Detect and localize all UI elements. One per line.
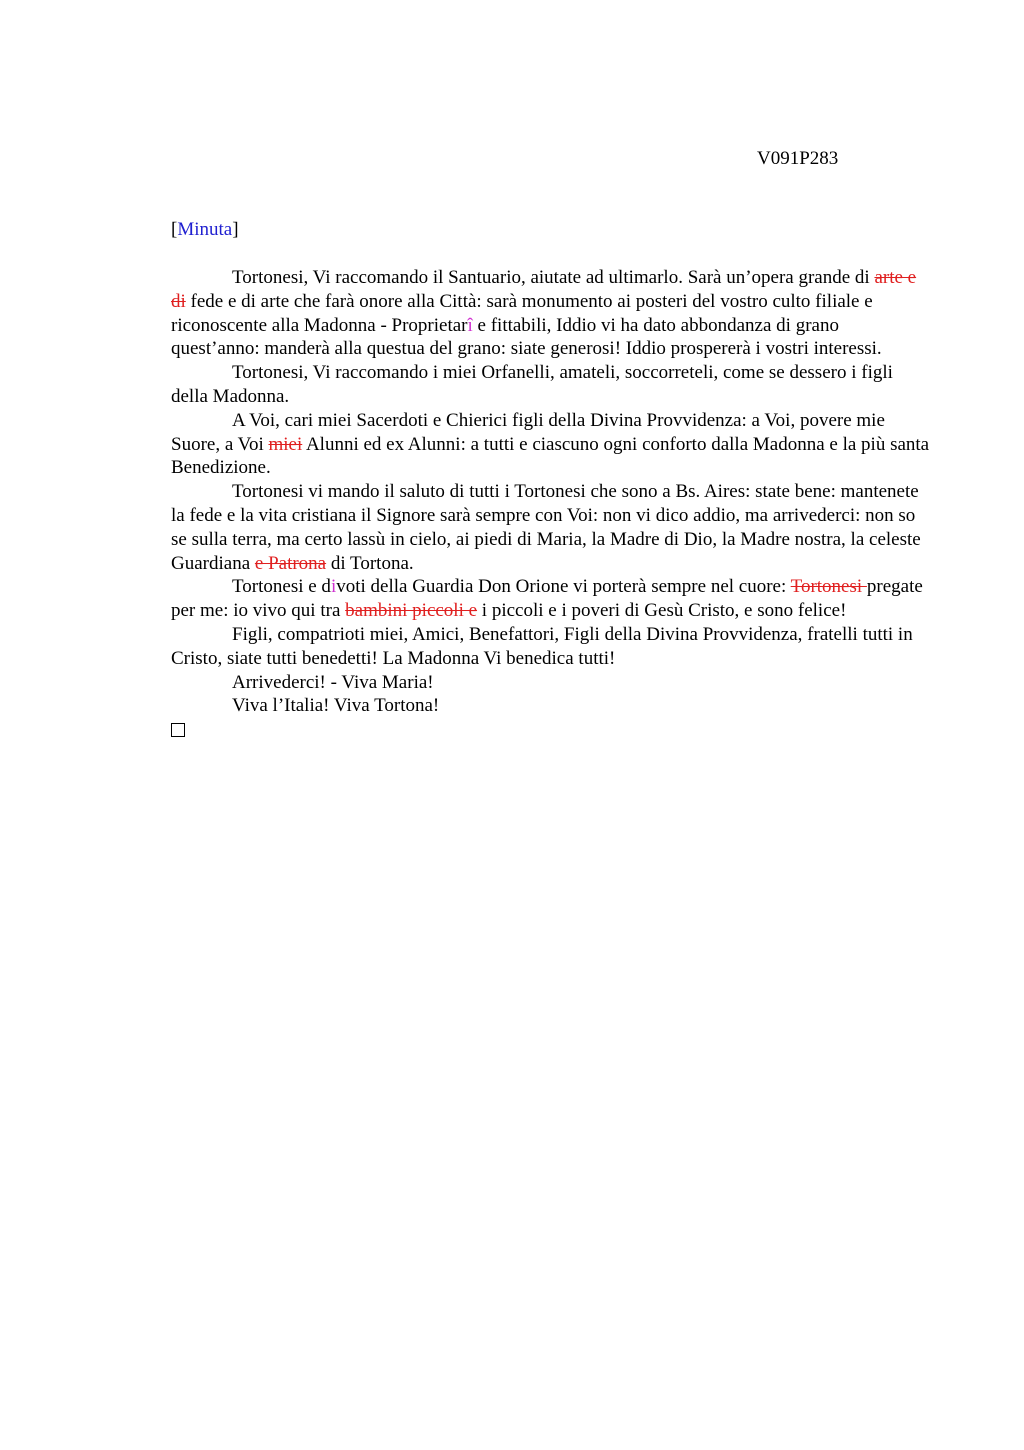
square-outline-icon (171, 723, 185, 737)
p5-insertion: i (330, 576, 337, 598)
p3-deletion: miei (268, 433, 303, 455)
p5-text-c: pregate per me: io vivo qui tra (171, 576, 923, 622)
letter-body (171, 266, 931, 744)
paragraph-saluto (171, 480, 931, 575)
document-id: V091P283 (757, 148, 839, 169)
p5-text-b: voti della Guardia Don Orione vi porterà sempre nel cuore: (336, 576, 791, 598)
paragraph-orfanelli: Tortonesi, Vi raccomando i miei Orfanelli, amateli, soccorreteli, come se dessero i figli della Madonna. (171, 362, 893, 407)
paragraph-arrivederci: Arrivederci! - Viva Maria! (232, 671, 434, 693)
p1-insertion: î (467, 314, 473, 336)
p1-text-b: fede e di arte che farà onore alla Città: sarà monumento ai posteri del vostro culto filiale e riconoscente alla Madonna - Proprietar (171, 290, 873, 336)
paragraph-viva: Viva l’Italia! Viva Tortona! (232, 695, 440, 717)
p1-deletion: arte e di (171, 267, 917, 312)
label-close-bracket: ] (232, 219, 239, 240)
p4-text-a: Tortonesi vi mando il saluto di tutti i Tortonesi che sono a Bs. Aires: state bene: mantenete la fede e la vita cristiana il Signore sarà sempre con Voi: non vi dico addio, ma arrivederci: non so se sulla terra, ma certo lassù in cielo, ai piedi di Maria, la Madre di Dio, la Madre nostra, la celeste Guardiana (171, 481, 921, 574)
p5-deletion-1: Tortonesi (790, 576, 867, 598)
p1-text-a: Tortonesi, Vi raccomando il Santuario, aiutate ad ultimarlo. Sarà un’opera grande di (232, 267, 875, 288)
p4-text-b: di Tortona. (326, 552, 414, 574)
p3-text-b: Alunni ed ex Alunni: a tutti e ciascuno ogni conforto dalla Madonna e la più santa Benedizione. (171, 433, 930, 479)
p3-text-a: A Voi, cari miei Sacerdoti e Chierici figli della Divina Provvidenza: a Voi, povere mie Suore, a Voi (171, 409, 885, 455)
paragraph-sacerdoti (171, 409, 931, 480)
label-minuta: Minuta (177, 219, 233, 240)
p5-deletion-2: bambini piccoli e (345, 600, 478, 622)
paragraph-santuario (171, 266, 931, 361)
p5-text-a: Tortonesi e d (232, 576, 331, 598)
p1-text-c: e fittabili, Iddio vi ha dato abbondanza di grano quest’anno: manderà alla questua del grano: siate generosi! Iddio prospererà i vostri interessi. (171, 314, 882, 360)
label-open-bracket: [ (171, 219, 178, 240)
p4-deletion: e Patrona (254, 552, 327, 574)
end-marker (171, 718, 931, 744)
p5-text-d: i piccoli e i poveri di Gesù Cristo, e sono felice! (477, 600, 847, 622)
document-type-label (171, 218, 239, 242)
paragraph-figli: Figli, compatrioti miei, Amici, Benefattori, Figli della Divina Provvidenza, fratelli tutti in Cristo, siate tutti benedetti! La Madonna Vi benedica tutti! (171, 623, 913, 669)
paragraph-divoti (171, 575, 931, 623)
